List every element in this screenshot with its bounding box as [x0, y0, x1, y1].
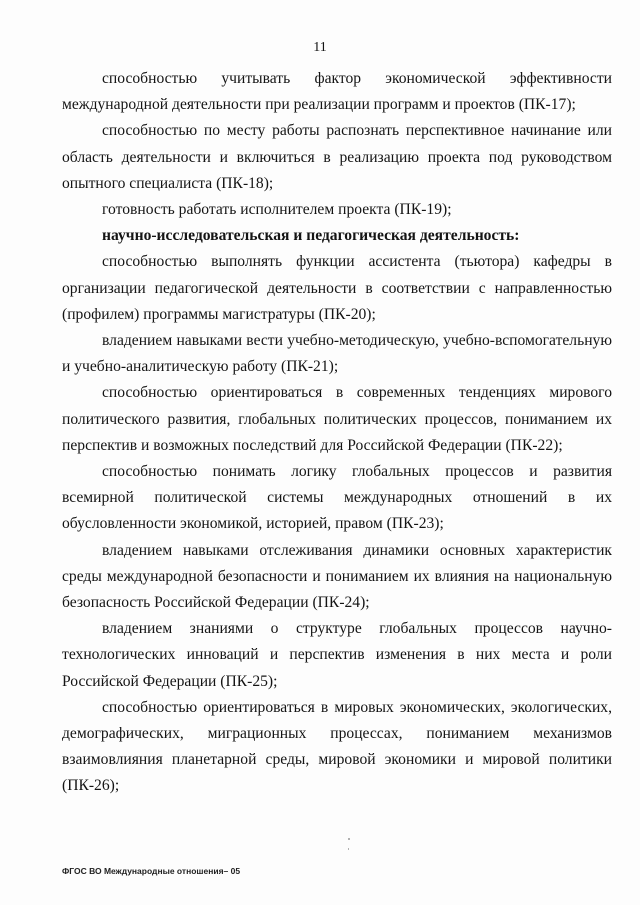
document-body: [62, 66, 612, 800]
scan-speck: [348, 838, 350, 840]
paragraph-pk-21: владением навыками вести учебно-методическую, учебно-вспомогательную и учебно-аналитическую работу (ПК-21);: [62, 332, 612, 376]
paragraph-pk-19: готовность работать исполнителем проекта (ПК-19);: [102, 201, 452, 219]
paragraph-pk-17: способностью учитывать фактор экономической эффективности международной деятельности при реализации программ и проектов (ПК-17);: [62, 70, 612, 114]
paragraph-pk-25: владением знаниями о структуре глобальных процессов научно-технологических инноваций и перспектив изменения в них места и роли Российской Федерации (ПК-25);: [62, 620, 612, 690]
paragraph-pk-18: способностью по месту работы распознать перспективное начинание или область деятельности и включиться в реализацию проекта под руководством опытного специалиста (ПК-18);: [62, 122, 612, 192]
paragraph-pk-24: владением навыками отслеживания динамики основных характеристик среды международной безопасности и пониманием их влияния на национальную безопасность Российской Федерации (ПК-24);: [62, 541, 612, 612]
scan-speck: [348, 848, 349, 850]
section-heading-research-teaching: научно-исследовательская и педагогическая деятельность:: [102, 227, 520, 245]
document-footer: ФГОС ВО Международные отношения– 05: [62, 866, 241, 876]
paragraph-pk-20: способностью выполнять функции ассистента (тьютора) кафедры в организации педагогической деятельности в соответствии с направленностью (профилем) программы магистратуры (ПК-20);: [62, 253, 612, 323]
paragraph-pk-26: способностью ориентироваться в мировых экономических, экологических, демографических, миграционных процессах, пониманием механизмов взаимовлияния планетарной среды, мировой экономики и мировой политики (ПК-26);: [62, 698, 612, 795]
paragraph-pk-22: способностью ориентироваться в современных тенденциях мирового политического развития, глобальных политических процессов, пониманием их перспектив и возможных последствий для Российской Федерации (ПК-22);: [62, 384, 612, 454]
page-number: 11: [313, 40, 327, 55]
paragraph-pk-23: способностью понимать логику глобальных процессов и развития всемирной политической системы международных отношений в их обусловленности экономикой, историей, правом (ПК-23);: [62, 463, 612, 533]
